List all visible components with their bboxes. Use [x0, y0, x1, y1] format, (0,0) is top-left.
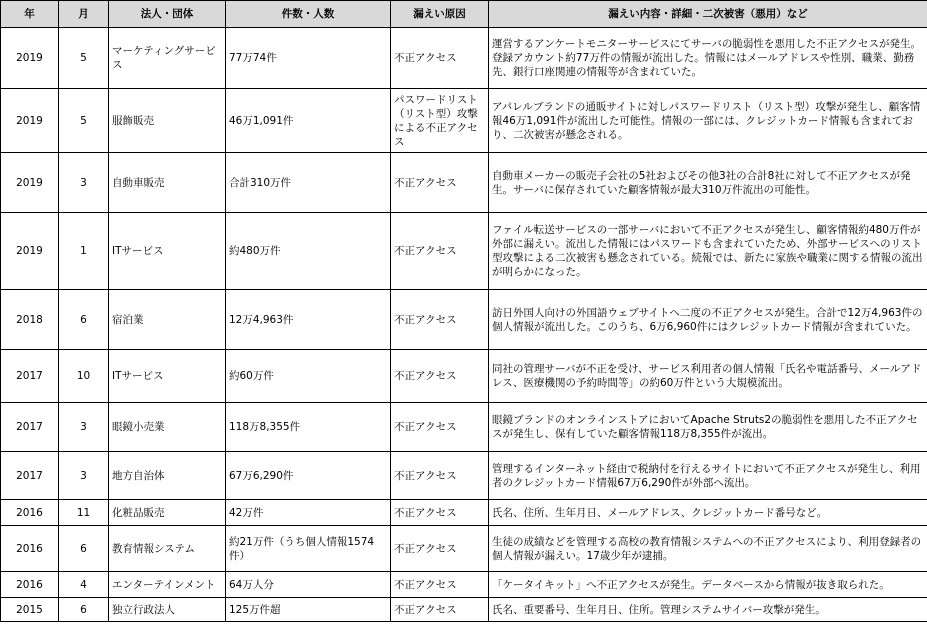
cell-cause: パスワードリスト（リスト型）攻撃による不正アクセス	[391, 89, 489, 153]
table-row	[1, 28, 927, 89]
cell-year: 2019	[1, 213, 59, 290]
header-year: 年	[1, 1, 59, 28]
cell-detail: 自動車メーカーの販売子会社の5社およびその他3社の合計8社に対して不正アクセスが発生。サーバに保存されていた顧客情報が最大310万件流出の可能性。	[489, 153, 927, 213]
header-month: 月	[59, 1, 109, 28]
cell-month: 5	[59, 28, 109, 89]
table-row	[1, 153, 927, 213]
cell-cause: 不正アクセス	[391, 403, 489, 452]
cell-count: 合計310万件	[226, 153, 391, 213]
cell-detail: 訪日外国人向けの外国語ウェブサイトへ二度の不正アクセスが発生。合計で12万4,963件の個人情報が流出した。このうち、6万6,960件にはクレジットカード情報が含まれていた。	[489, 290, 927, 350]
cell-count: 約60万件	[226, 350, 391, 403]
cell-year: 2016	[1, 526, 59, 572]
cell-organization: 独立行政法人	[109, 598, 226, 622]
cell-count: 67万6,290件	[226, 452, 391, 500]
table-header	[1, 1, 927, 28]
cell-detail: 運営するアンケートモニターサービスにてサーバの脆弱性を悪用した不正アクセスが発生。登録アカウント約77万件の情報が流出した。情報にはメールアドレスや性別、職業、勤務先、銀行口座関連の情報等が含まれていた。	[489, 28, 927, 89]
cell-detail: 「ケータイキット」へ不正アクセスが発生。データベースから情報が抜き取られた。	[489, 572, 927, 598]
cell-detail: アパレルブランドの通販サイトに対しパスワードリスト（リスト型）攻撃が発生し、顧客情報46万1,091件が流出した可能性。情報の一部には、クレジットカード情報も含まれており、二次被害が懸念される。	[489, 89, 927, 153]
table-row	[1, 572, 927, 598]
cell-year: 2019	[1, 28, 59, 89]
cell-organization: 化粧品販売	[109, 500, 226, 526]
table-row	[1, 350, 927, 403]
cell-year: 2017	[1, 350, 59, 403]
cell-year: 2019	[1, 153, 59, 213]
cell-detail: 氏名、重要番号、生年月日、住所。管理システムサイバー攻撃が発生。	[489, 598, 927, 622]
table-row	[1, 452, 927, 500]
cell-count: 約480万件	[226, 213, 391, 290]
cell-detail: ファイル転送サービスの一部サーバにおいて不正アクセスが発生し、顧客情報約480万件が外部に漏えい。流出した情報にはパスワードも含まれていたため、外部サービスへのリスト型攻撃による二次被害も懸念されている。続報では、新たに家族や職業に関する情報の流出が明らかになった。	[489, 213, 927, 290]
cell-month: 3	[59, 452, 109, 500]
header-detail: 漏えい内容・詳細・二次被害（悪用）など	[489, 1, 927, 28]
cell-count: 77万74件	[226, 28, 391, 89]
cell-organization: 宿泊業	[109, 290, 226, 350]
cell-cause: 不正アクセス	[391, 290, 489, 350]
cell-year: 2017	[1, 452, 59, 500]
table-row	[1, 598, 927, 622]
cell-detail: 生徒の成績などを管理する高校の教育情報システムへの不正アクセスにより、利用登録者の個人情報が漏えい。17歳少年が逮捕。	[489, 526, 927, 572]
cell-organization: 教育情報システム	[109, 526, 226, 572]
cell-count: 約21万件（うち個人情報1574件）	[226, 526, 391, 572]
cell-cause: 不正アクセス	[391, 526, 489, 572]
table-row	[1, 290, 927, 350]
header-cause: 漏えい原因	[391, 1, 489, 28]
table-body	[1, 28, 927, 622]
cell-month: 11	[59, 500, 109, 526]
cell-month: 3	[59, 403, 109, 452]
cell-month: 6	[59, 290, 109, 350]
cell-organization: 眼鏡小売業	[109, 403, 226, 452]
cell-organization: マーケティングサービス	[109, 28, 226, 89]
cell-cause: 不正アクセス	[391, 452, 489, 500]
cell-year: 2018	[1, 290, 59, 350]
cell-year: 2019	[1, 89, 59, 153]
cell-count: 125万件超	[226, 598, 391, 622]
cell-cause: 不正アクセス	[391, 500, 489, 526]
cell-cause: 不正アクセス	[391, 572, 489, 598]
cell-month: 5	[59, 89, 109, 153]
header-count: 件数・人数	[226, 1, 391, 28]
header-row	[1, 1, 927, 28]
cell-detail: 同社の管理サーバが不正を受け、サービス利用者の個人情報「氏名や電話番号、メールアドレス、医療機関の予約時間等」の約60万件という大規模流出。	[489, 350, 927, 403]
cell-month: 4	[59, 572, 109, 598]
cell-year: 2016	[1, 500, 59, 526]
header-organization: 法人・団体	[109, 1, 226, 28]
cell-organization: 服飾販売	[109, 89, 226, 153]
cell-cause: 不正アクセス	[391, 598, 489, 622]
cell-month: 10	[59, 350, 109, 403]
table-row	[1, 526, 927, 572]
cell-count: 64万人分	[226, 572, 391, 598]
cell-organization: 地方自治体	[109, 452, 226, 500]
cell-cause: 不正アクセス	[391, 28, 489, 89]
table-row	[1, 89, 927, 153]
cell-month: 6	[59, 598, 109, 622]
cell-cause: 不正アクセス	[391, 350, 489, 403]
cell-count: 12万4,963件	[226, 290, 391, 350]
cell-detail: 氏名、住所、生年月日、メールアドレス、クレジットカード番号など。	[489, 500, 927, 526]
cell-organization: ITサービス	[109, 350, 226, 403]
cell-cause: 不正アクセス	[391, 213, 489, 290]
cell-detail: 眼鏡ブランドのオンラインストアにおいてApache Struts2の脆弱性を悪用した不正アクセスが発生し、保有していた顧客情報118万8,355件が流出。	[489, 403, 927, 452]
cell-month: 1	[59, 213, 109, 290]
table-row	[1, 500, 927, 526]
table-row	[1, 213, 927, 290]
cell-count: 46万1,091件	[226, 89, 391, 153]
cell-month: 6	[59, 526, 109, 572]
cell-organization: エンターテインメント	[109, 572, 226, 598]
cell-year: 2017	[1, 403, 59, 452]
cell-year: 2015	[1, 598, 59, 622]
cell-year: 2016	[1, 572, 59, 598]
cell-count: 42万件	[226, 500, 391, 526]
table-row	[1, 403, 927, 452]
cell-count: 118万8,355件	[226, 403, 391, 452]
cell-cause: 不正アクセス	[391, 153, 489, 213]
cell-organization: 自動車販売	[109, 153, 226, 213]
cell-organization: ITサービス	[109, 213, 226, 290]
cell-detail: 管理するインターネット経由で税納付を行えるサイトにおいて不正アクセスが発生し、利用者のクレジットカード情報67万6,290件が外部へ流出。	[489, 452, 927, 500]
cell-month: 3	[59, 153, 109, 213]
